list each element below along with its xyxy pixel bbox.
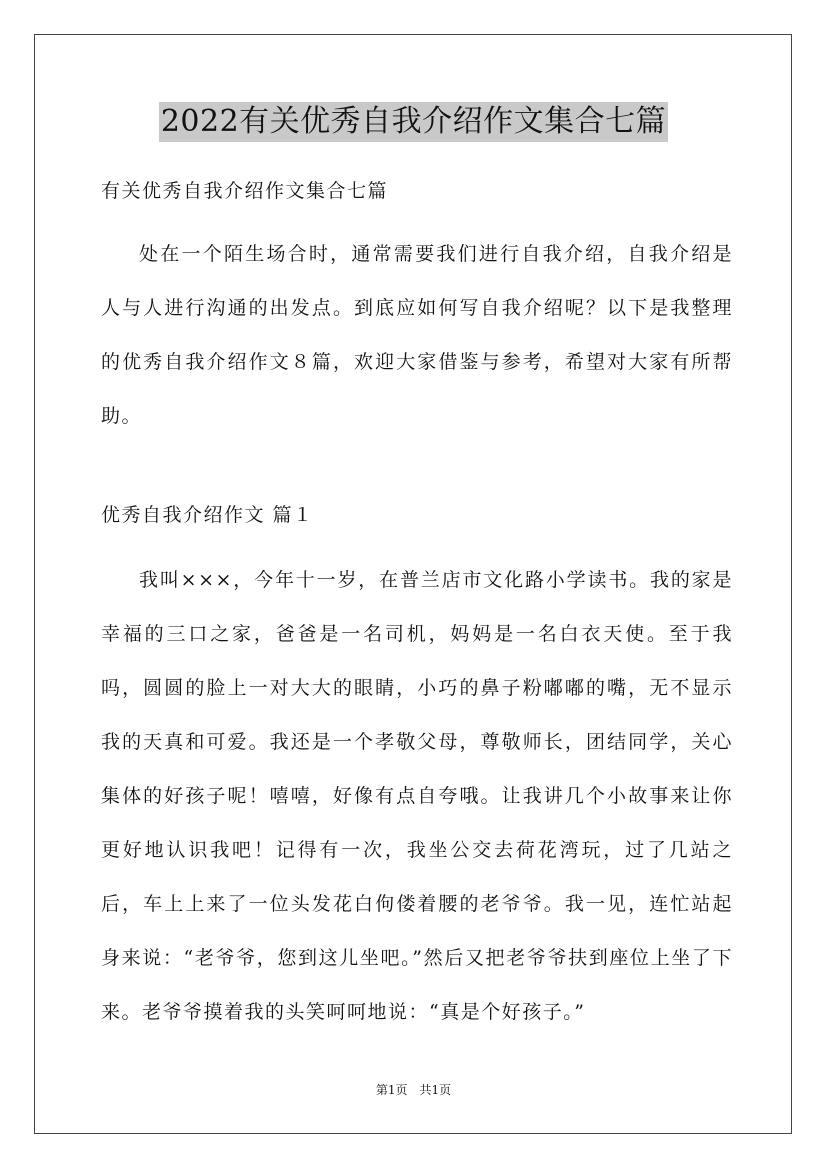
section-paragraph: 我叫×××，今年十一岁，在普兰店市文化路小学读书。我的家是幸福的三口之家，爸爸是一名司机，妈妈是一名白衣天使。至于我吗，圆圆的脸上一对大大的眼睛，小巧的鼻子粉嘟嘟的嘴，无不显示我的天真和可爱。我还是一个孝敬父母，尊敬师长，团结同学，关心集体的好孩子呢！嘻嘻，好像有点自夸哦。让我讲几个小故事来让你更好地认识我吧！记得有一次，我坐公交去荷花湾玩，过了几站之后，车上上来了一位头发花白佝偻着腰的老爷爷。我一见，连忙站起身来说：“老爷爷，您到这儿坐吧。”然后又把老爷爷扶到座位上坐了下来。老爷爷摸着我的头笑呵呵地说：“真是个好孩子。”: [101, 569, 733, 1023]
intro-section: [101, 227, 733, 443]
document-subtitle: 有关优秀自我介绍作文集合七篇: [101, 180, 389, 202]
page-footer: 第1页 共1页: [375, 1083, 452, 1097]
section-heading: 优秀自我介绍作文 篇１: [101, 504, 314, 526]
title-container: [0, 102, 827, 142]
intro-paragraph: 处在一个陌生场合时，通常需要我们进行自我介绍，自我介绍是人与人进行沟通的出发点。到底应如何写自我介绍呢？以下是我整理的优秀自我介绍作文８篇，欢迎大家借鉴与参考，希望对大家有所帮助。: [101, 243, 733, 427]
section-body: [101, 553, 733, 1039]
page-title: 2022有关优秀自我介绍作文集合七篇: [159, 102, 668, 142]
